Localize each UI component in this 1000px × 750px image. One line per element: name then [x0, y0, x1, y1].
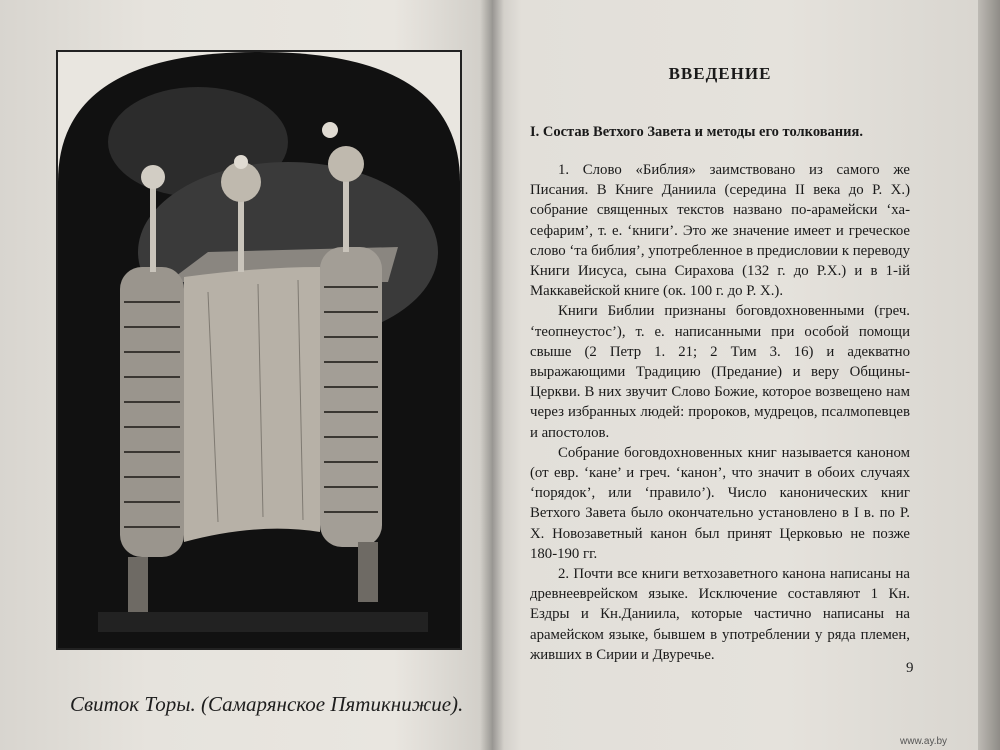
watermark: www.ay.by: [900, 736, 948, 747]
paragraph: 2. Почти все книги ветхозаветного канона написаны на древнееврейском языке. Исключение составляют 1 Кн. Ездры и Кн.Даниила, которые частично написаны на арамейском языке, бывшем в употреблении у ряда племен, живших в Сирии и Двуречье.: [530, 566, 910, 663]
paragraph: 1. Слово «Библия» заимствовано из самого же Писания. В Книге Даниила (середина II века до Р. Х.) собрание священных текстов названо по-арамейски ‘ха-сефарим’, т. е. ‘книги’. Это же значение имеет и греческое слово ‘та библия’, употребленное в предисловии к переводу Книги Иисуса, сына Сирахова (132 г. до Р.Х.) и в 1-ій Маккавейской книге (ок. 100 г. до Р. Х.).: [530, 162, 910, 300]
paragraph: Собрание боговдохновенных книг называется каноном (от евр. ‘кане’ и греч. ‘канон’, что значит в обоих случаях ‘порядок’, или ‘правило’). Число канонических книг Ветхого Завета было окончательно установлено в I в. по Р. Х. Новозаветный канон был принят Церковью не позже 180-190 гг.: [530, 444, 910, 562]
torah-scroll-illustration: [58, 52, 460, 648]
paragraph: Книги Библии признаны боговдохновенными (греч. ‘теопнеустос’), т. е. написанными при особой помощи свыше (2 Петр 1. 21; 2 Тим 3. 16) и адекватно выражающими Традицию (Предание) и веру Общины-Церкви. В них звучит Слово Божие, которое возвещено нам через избранных людей: пророков, мудрецов, псалмопевцев и апостолов.: [530, 303, 910, 441]
book-gutter: [480, 0, 504, 750]
page-edge: [978, 0, 1000, 750]
section-title: ВВЕДЕНИЕ: [668, 64, 772, 83]
main-text: [530, 60, 910, 665]
subheading: I. Состав Ветхого Завета и методы его толкования.: [530, 124, 863, 140]
torah-scroll-photo: [56, 50, 462, 650]
page-number: 9: [906, 660, 914, 676]
photo-caption: Свиток Торы. (Самарянское Пятикнижие).: [70, 692, 464, 716]
